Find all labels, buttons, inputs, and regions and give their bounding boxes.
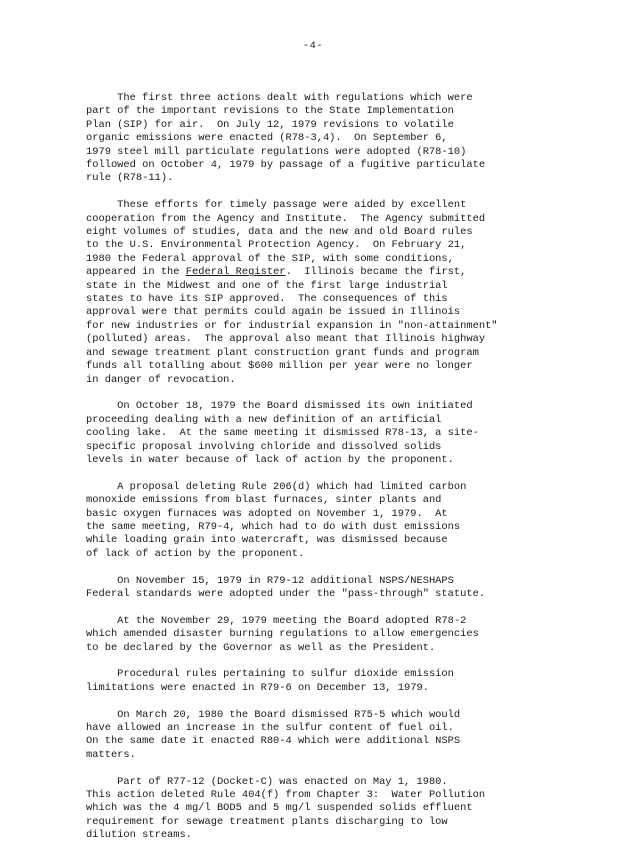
text-line: of lack of action by the proponent. (86, 547, 305, 560)
text-line: proceeding dealing with a new definition of an artificial (86, 413, 442, 426)
text-line: to be declared by the Governor as well as the President. (86, 641, 436, 654)
paragraph-sip-actions (86, 92, 606, 186)
text-line: 1980 the Federal approval of the SIP, with some conditions, (86, 252, 454, 265)
text-line: which was the 4 mg/l BOD5 and 5 mg/l suspended solids effluent (86, 802, 473, 815)
text-line: eight volumes of studies, data and the new and old Board rules (86, 226, 473, 239)
paragraph-docket-c (86, 776, 606, 843)
paragraph-fuel-oil (86, 709, 606, 763)
text-line: monoxide emissions from blast furnaces, sinter plants and (86, 494, 442, 507)
text-line: On the same date it enacted R80-4 which were additional NSPS (86, 735, 461, 748)
text-line: Part of R77-12 (Docket-C) was enacted on May 1, 1980. (86, 775, 448, 788)
text-line: approval were that permits could again be issued in Illinois (86, 306, 461, 319)
text-line: states to have its SIP approved. The consequences of this (86, 293, 448, 306)
text-line: requirement for sewage treatment plants discharging to low (86, 815, 448, 828)
paragraph-nsps-neshaps (86, 575, 606, 602)
document-body (86, 92, 606, 856)
text-line: cooling lake. At the same meeting it dismissed R78-13, a site- (86, 427, 479, 440)
text-line: dilution streams. (86, 829, 193, 842)
text-line: part of the important revisions to the State Implementation (86, 105, 454, 118)
text-fragment: . Illinois became the first, (285, 266, 467, 279)
text-line: Plan (SIP) for air. On July 12, 1979 revisions to volatile (86, 118, 454, 131)
text-line: and sewage treatment plant construction grant funds and program (86, 346, 479, 359)
text-line: At the November 29, 1979 meeting the Board adopted R78-2 (86, 614, 467, 627)
text-line: organic emissions were enacted (R78-3,4). On September 6, (86, 132, 448, 145)
text-fragment: appeared in the (86, 266, 186, 279)
paragraph-rule-206d (86, 481, 606, 561)
text-line: On March 20, 1980 the Board dismissed R75-5 which would (86, 708, 461, 721)
text-line: while loading grain into watercraft, was dismissed because (86, 534, 448, 547)
text-line-with-citation (86, 266, 606, 279)
page-number: -4- (302, 40, 324, 52)
paragraph-disaster-burning (86, 615, 606, 655)
text-line: basic oxygen furnaces was adopted on November 1, 1979. At (86, 507, 448, 520)
text-line: followed on October 4, 1979 by passage of a fugitive particulate (86, 159, 486, 172)
text-line: which amended disaster burning regulations to allow emergencies (86, 628, 479, 641)
text-line: Federal standards were adopted under the "pass-through" statute. (86, 587, 486, 600)
text-line: Procedural rules pertaining to sulfur dioxide emission (86, 668, 454, 681)
text-line: the same meeting, R79-4, which had to do with dust emissions (86, 520, 461, 533)
text-line: The first three actions dealt with regulations which were (86, 92, 473, 104)
text-line: This action deleted Rule 404(f) from Chapter 3: Water Pollution (86, 789, 486, 801)
paragraph-sip-approval (86, 199, 606, 387)
text-line: cooperation from the Agency and Institute. The Agency submitted (86, 212, 486, 225)
text-line: matters. (86, 748, 136, 761)
federal-register-citation: Federal Register (185, 266, 286, 279)
text-line: On October 18, 1979 the Board dismissed its own initiated (86, 400, 473, 413)
text-line: levels in water because of lack of action by the proponent. (86, 453, 454, 466)
text-line: limitations were enacted in R79-6 on December 13, 1979. (86, 681, 429, 694)
paragraph-cooling-lake (86, 400, 606, 467)
text-line: state in the Midwest and one of the first large industrial (86, 279, 448, 292)
text-line: These efforts for timely passage were aided by excellent (86, 199, 467, 212)
text-line: in danger of revocation. (86, 373, 236, 386)
text-line: for new industries or for industrial expansion in "non-attainment" (86, 319, 498, 332)
text-line: 1979 steel mill particulate regulations were adopted (R78-10) (86, 145, 467, 158)
text-line: rule (R78-11). (86, 172, 174, 185)
text-line: to the U.S. Environmental Protection Agency. On February 21, (86, 239, 467, 252)
text-line: specific proposal involving chloride and dissolved solids (86, 440, 442, 453)
text-line: funds all totalling about $600 million per year were no longer (86, 360, 473, 373)
text-line: have allowed an increase in the sulfur content of fuel oil. (86, 721, 454, 734)
text-line: (polluted) areas. The approval also meant that Illinois highway (86, 333, 486, 346)
paragraph-sulfur-dioxide (86, 668, 606, 695)
text-line: On November 15, 1979 in R79-12 additional NSPS/NESHAPS (86, 574, 454, 587)
text-line: A proposal deleting Rule 206(d) which had limited carbon (86, 480, 467, 493)
